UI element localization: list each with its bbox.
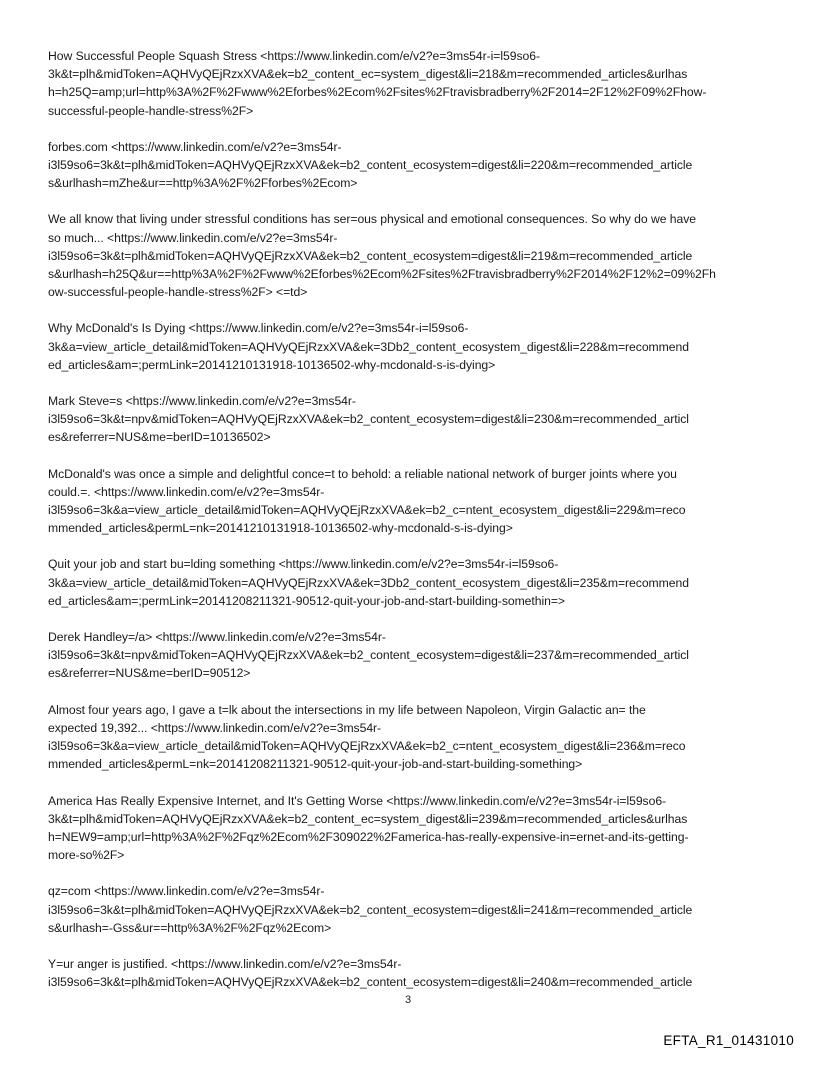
text-line: Y=ur anger is justified. <https://www.linkedin.com/e/v2?e=3ms54r- — [48, 956, 402, 971]
text-line: could.=. <https://www.linkedin.com/e/v2?e=3ms54r- — [48, 484, 325, 499]
text-line: ed_articles&am=;permLink=20141208211321-90512-quit-your-job-and-start-building-somethin=> — [48, 593, 566, 608]
text-line: We all know that living under stressful conditions has ser=ous physical and emotional consequences. So why do we have — [48, 212, 697, 227]
text-line: Derek Handley=/a> <https://www.linkedin.com/e/v2?e=3ms54r- — [48, 630, 386, 645]
paragraph-quit-job-summary — [48, 701, 770, 774]
text-line: more-so%2F> — [48, 848, 125, 863]
text-line: McDonald's was once a simple and delightful conce=t to behold: a reliable national network of burger joints where you — [48, 466, 677, 481]
text-line: mmended_articles&permL=nk=20141210131918-10136502-why-mcdonald-s-is-dying> — [48, 521, 513, 536]
paragraph-derek-handley — [48, 628, 770, 683]
text-line: forbes.com <https://www.linkedin.com/e/v2?e=3ms54r- — [48, 139, 342, 154]
text-line: i3l59so6=3k&t=plh&midToken=AQHVyQEjRzxXVA&ek=b2_content_ecosystem=digest&li=240&m=recommended_article — [48, 975, 693, 990]
text-line: 3k&a=view_article_detail&midToken=AQHVyQEjRzxXVA&ek=3Db2_content_ecosystem_digest&li=228&m=recommend — [48, 339, 689, 354]
text-line: 3k&t=plh&midToken=AQHVyQEjRzxXVA&ek=b2_content_ec=system_digest&li=239&m=recommended_articles&urlhas — [48, 811, 688, 826]
text-line: i3l59so6=3k&t=npv&midToken=AQHVyQEjRzxXVA&ek=b2_content_ecosystem=digest&li=230&m=recommended_articl — [48, 412, 689, 427]
paragraph-mcdonalds-summary — [48, 465, 770, 538]
text-line: s&urlhash=-Gss&ur==http%3A%2F%2Fqz%2Ecom> — [48, 920, 332, 935]
paragraph-stress-summary — [48, 210, 770, 301]
text-line: successful-people-handle-stress%2F> — [48, 103, 254, 118]
text-line: Almost four years ago, I gave a t=lk about the intersections in my life between Napoleon, Virgin Galactic an= the — [48, 702, 646, 717]
text-line: s&urlhash=h25Q&ur==http%3A%2F%2Fwww%2Eforbes%2Ecom%2Fsites%2Ftravisbradberry%2F2014%2F12%2=09%2Fh — [48, 267, 716, 282]
paragraph-internet-article — [48, 792, 770, 865]
paragraph-anger-summary — [48, 955, 770, 991]
text-line: expected 19,392... <https://www.linkedin.com/e/v2?e=3ms54r- — [48, 720, 382, 735]
text-line: ed_articles&am=;permLink=20141210131918-10136502-why-mcdonald-s-is-dying> — [48, 357, 496, 372]
text-line: 3k&t=plh&midToken=AQHVyQEjRzxXVA&ek=b2_content_ec=system_digest&li=218&m=recommended_articles&urlhas — [48, 67, 688, 82]
text-line: h=NEW9=amp;url=http%3A%2F%2Fqz%2Ecom%2F309022%2Famerica-has-really-expensive-in=ernet-and-its-getting- — [48, 829, 689, 844]
text-line: How Successful People Squash Stress <https://www.linkedin.com/e/v2?e=3ms54r-i=l59so6- — [48, 49, 540, 63]
text-line: America Has Really Expensive Internet, and It's Getting Worse <https://www.linkedin.com/e/v2?e=3ms54r-i=l59so6- — [48, 793, 667, 808]
text-line: s&urlhash=mZhe&ur==http%3A%2F%2Fforbes%2Ecom> — [48, 176, 358, 191]
text-line: so much... <https://www.linkedin.com/e/v2?e=3ms54r- — [48, 230, 338, 245]
paragraph-stress-article — [48, 47, 770, 120]
paragraph-mark-stevens — [48, 392, 770, 447]
paragraph-qz-source — [48, 882, 770, 937]
text-line: qz=com <https://www.linkedin.com/e/v2?e=3ms54r- — [48, 884, 325, 899]
text-line: ow-successful-people-handle-stress%2F> <=td> — [48, 285, 308, 300]
text-line: Mark Steve=s <https://www.linkedin.com/e/v2?e=3ms54r- — [48, 394, 356, 409]
paragraph-forbes-source — [48, 138, 770, 193]
text-line: h=h25Q=amp;url=http%3A%2F%2Fwww%2Eforbes%2Ecom%2Fsites%2Ftravisbradberry%2F2014=2F12%2F09%2Fhow- — [48, 85, 707, 100]
text-line: es&referrer=NUS&me=berID=10136502> — [48, 430, 271, 445]
text-line: 3k&a=view_article_detail&midToken=AQHVyQEjRzxXVA&ek=3Db2_content_ecosystem_digest&li=235&m=recommend — [48, 575, 689, 590]
text-line: Quit your job and start bu=lding something <https://www.linkedin.com/e/v2?e=3ms54r-i=l59so6- — [48, 557, 559, 572]
bates-number: EFTA_R1_01431010 — [663, 1033, 794, 1048]
document-body — [48, 47, 770, 1009]
text-line: i3l59so6=3k&a=view_article_detail&midToken=AQHVyQEjRzxXVA&ek=b2_c=ntent_ecosystem_digest&li=229&m=reco — [48, 503, 686, 518]
page-number: 3 — [404, 994, 412, 1006]
text-line: Why McDonald's Is Dying <https://www.linkedin.com/e/v2?e=3ms54r-i=l59so6- — [48, 321, 469, 336]
text-line: i3l59so6=3k&t=npv&midToken=AQHVyQEjRzxXVA&ek=b2_content_ecosystem=digest&li=237&m=recommended_articl — [48, 648, 689, 663]
text-line: i3l59so6=3k&a=view_article_detail&midToken=AQHVyQEjRzxXVA&ek=b2_c=ntent_ecosystem_digest&li=236&m=reco — [48, 739, 686, 754]
text-line: i3l59so6=3k&t=plh&midToken=AQHVyQEjRzxXVA&ek=b2_content_ecosystem=digest&li=241&m=recommended_article — [48, 902, 693, 917]
paragraph-quit-job-article — [48, 555, 770, 610]
text-line: i3l59so6=3k&t=plh&midToken=AQHVyQEjRzxXVA&ek=b2_content_ecosystem=digest&li=219&m=recommended_article — [48, 248, 693, 263]
paragraph-mcdonalds-article — [48, 319, 770, 374]
text-line: es&referrer=NUS&me=berID=90512> — [48, 666, 251, 681]
text-line: mmended_articles&permL=nk=20141208211321-90512-quit-your-job-and-start-building-something> — [48, 757, 583, 772]
text-line: i3l59so6=3k&t=plh&midToken=AQHVyQEjRzxXVA&ek=b2_content_ecosystem=digest&li=220&m=recommended_article — [48, 158, 693, 173]
